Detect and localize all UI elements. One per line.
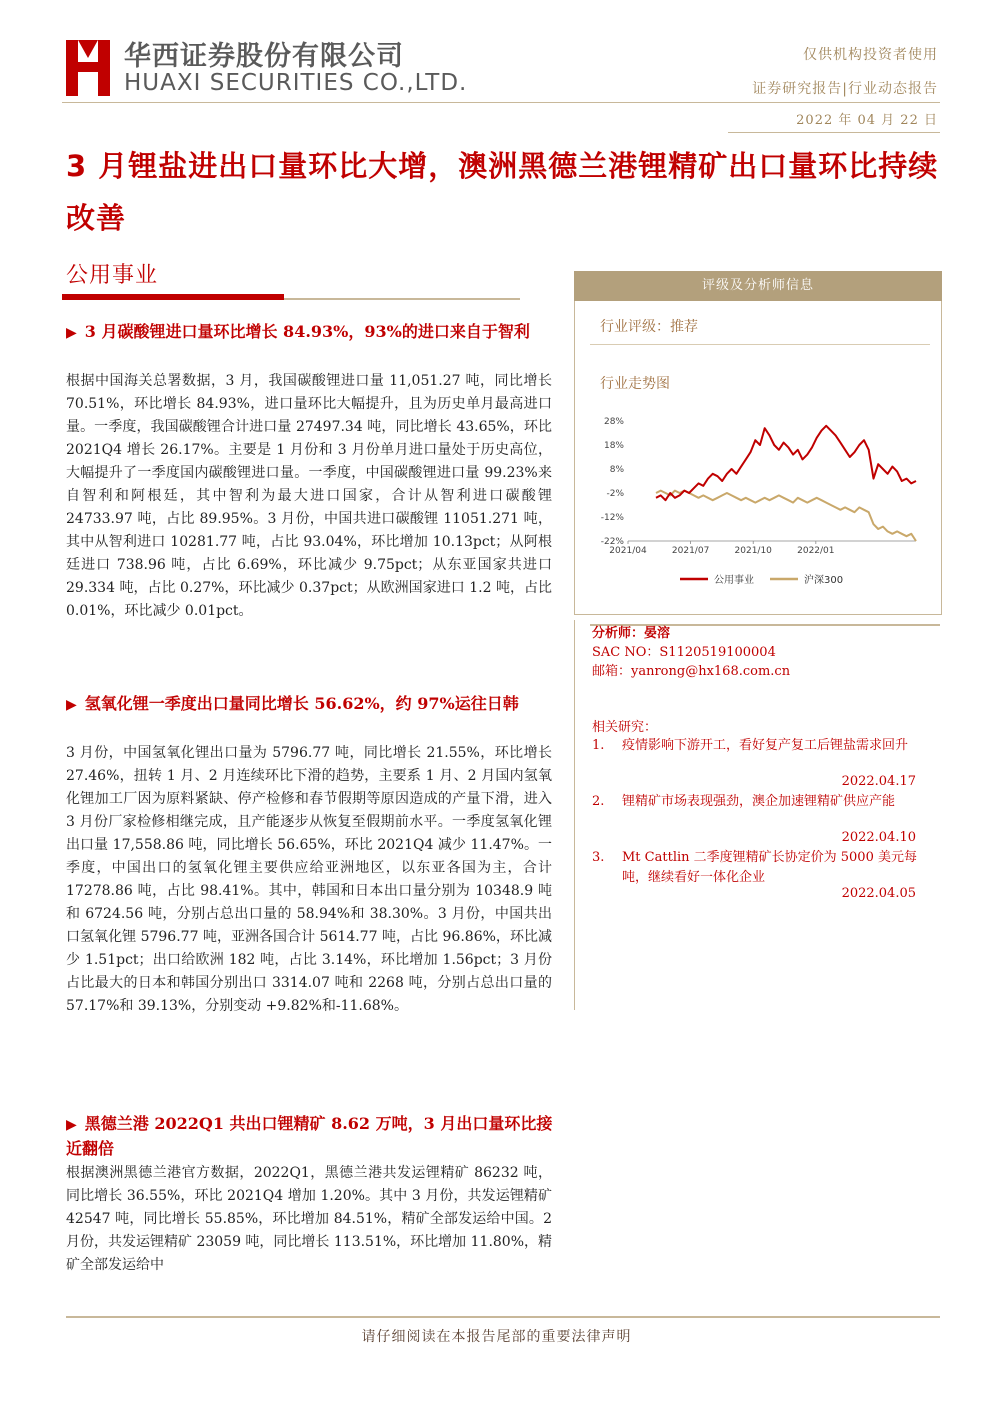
x-axis-ticks — [609, 541, 834, 556]
section-heading-text: 3 月碳酸锂进口量环比增长 84.93%，93%的进口来自于智利 — [84, 322, 530, 341]
related-item-link[interactable]: 锂精矿市场表现强劲，澳企加速锂精矿供应产能 — [622, 794, 896, 809]
chart-legend — [680, 573, 843, 586]
y-tick-label: 18% — [603, 441, 624, 451]
rating-panel-header: 评级及分析师信息 — [574, 271, 942, 301]
header-divider — [62, 102, 940, 103]
report-date: 2022 年 04 月 22 日 — [796, 113, 938, 128]
sector-underline-gold — [284, 298, 520, 300]
section-heading-text: 氢氧化锂一季度出口量同比增长 56.62%，约 97%运往日韩 — [84, 694, 519, 713]
report-title: 3 月锂盐进出口量环比大增，澳洲黑德兰港锂精矿出口量环比持续改善 — [66, 149, 939, 235]
related-item-date: 2022.04.17 — [841, 774, 916, 789]
related-item-date: 2022.04.10 — [841, 830, 916, 845]
y-tick-label: -2% — [606, 489, 624, 499]
section-heading-text: 黑德兰港 2022Q1 共出口锂精矿 8.62 万吨，3 月出口量环比接近翻倍 — [66, 1114, 553, 1158]
y-axis-ticks — [601, 417, 625, 547]
company-name-cn: 华西证券股份有限公司 — [124, 41, 404, 72]
rating-divider — [590, 344, 930, 345]
legal-notice: 请仔细阅读在本报告尾部的重要法律声明 — [361, 1329, 632, 1345]
trend-chart-title: 行业走势图 — [600, 376, 670, 392]
audience-note: 仅供机构投资者使用 — [803, 47, 938, 63]
triangle-bullet-icon: ▶ — [66, 1117, 77, 1133]
series-lines — [656, 426, 916, 541]
huaxi-logo-icon — [62, 36, 114, 100]
section-body: 根据中国海关总署数据，3 月，我国碳酸锂进口量 11,051.27 吨，同比增长 70.51%，环比增长 84.93%，进口量环比大幅提升，且为历史单月最高进口量。一季度，我国碳酸锂合计进口量 27497.34 吨，同比增长 43.65%，环比 2021Q4 增长 26.17%。主要是 1 月份和 3 月份单月进口量处于历史高位，大幅提升了一季度国内碳酸锂进口量。一季度，中国碳酸锂进口量 99.23%来自智利和阿根廷，其中智利为最大进口国家，合计从智利进口碳酸锂 24733.97 吨，占比 89.95%。3 月份，中国共进口碳酸锂 11051.271 吨，其中从智利进口 10281.77 吨，占比 93.04%，环比增加 10.13pct；从阿根廷进口 738.96 吨，占比 6.69%，环比减少 9.75pct；从东亚国家共进口 29.334 吨，占比 0.27%，环比减少 0.37pct；从欧洲国家进口 1.2 吨，占比 0.01%，环比减少 0.01pct。 — [66, 373, 552, 619]
date-divider — [728, 132, 940, 133]
triangle-bullet-icon: ▶ — [66, 697, 77, 713]
related-item-link[interactable]: 疫情影响下游开工，看好复产复工后锂盐需求回升 — [622, 738, 909, 753]
section-body: 根据澳洲黑德兰港官方数据，2022Q1，黑德兰港共发运锂精矿 86232 吨，同比增长 36.55%，环比 2021Q4 增加 1.20%。其中 3 月份，共发运锂精矿 42547 吨，同比增长 55.85%，环比增加 84.51%，精矿全部发运给中国。2 月份，共发运锂精矿 23059 吨，同比增长 113.51%，环比增加 11.80%，精矿全部发运给中 — [66, 1165, 553, 1273]
series-line — [656, 491, 916, 541]
right-column-divider — [574, 620, 575, 1010]
legend-label: 公用事业 — [714, 575, 754, 586]
report-type: 证券研究报告|行业动态报告 — [752, 81, 938, 97]
x-tick-label: 2021/07 — [671, 546, 710, 556]
analyst-email: 邮箱：yanrong@hx168.com.cn — [592, 664, 791, 679]
related-item-number: 3. — [592, 850, 605, 865]
related-item-number: 1. — [592, 738, 605, 753]
analyst-name: 分析师：晏溶 — [592, 626, 671, 641]
y-tick-label: -22% — [600, 537, 624, 547]
sector-label: 公用事业 — [66, 263, 159, 288]
section-heading — [66, 1112, 566, 1161]
related-item-link[interactable]: Mt Cattlin 二季度锂精矿长协定价为 5000 美元每吨，继续看好一体化企业 — [622, 850, 917, 885]
related-item-date: 2022.04.05 — [841, 886, 916, 901]
triangle-bullet-icon: ▶ — [66, 325, 77, 341]
x-tick-label: 2021/04 — [609, 546, 647, 556]
x-tick-label: 2021/10 — [734, 546, 772, 556]
section-heading — [66, 320, 566, 345]
footer-divider — [66, 1316, 940, 1318]
related-item-number: 2. — [592, 794, 605, 809]
sector-underline — [62, 294, 284, 300]
y-tick-label: -12% — [600, 513, 624, 523]
section-heading — [66, 692, 566, 717]
industry-rating: 行业评级：推荐 — [600, 319, 698, 335]
y-tick-label: 8% — [609, 465, 624, 475]
related-research-title: 相关研究： — [592, 720, 658, 735]
x-tick-label: 2022/01 — [797, 546, 835, 556]
series-line — [656, 426, 916, 500]
section-body: 3 月份，中国氢氧化锂出口量为 5796.77 吨，同比增长 21.55%，环比增长 27.46%，扭转 1 月、2 月连续环比下滑的趋势，主要系 1 月、2 月国内氢氧化锂加工厂因为原料紧缺、停产检修和春节假期等原因造成的产量下滑，进入 3 月份厂家检修相继完成，且产能逐步从恢复至假期前水平。一季度氢氧化锂出口量 17,558.86 吨，同比增长 56.65%，环比 2021Q4 减少 11.47%。一季度，中国出口的氢氧化锂主要供应给亚洲地区，以东亚各国为主，合计 17278.86 吨，占比 98.41%。其中，韩国和日本出口量分别为 10348.9 吨和 6724.56 吨，分别占总出口量的 58.94%和 38.30%。3 月份，中国共出口氢氧化锂 5796.77 吨，亚洲各国合计 5614.77 吨，占比 96.86%，环比减少 1.51pct；出口给欧洲 182 吨，占比 3.14%，环比增加 1.56pct；3 月份占比最大的日本和韩国分别出口 3314.07 吨和 2268 吨，分别占总出口量的 57.17%和 39.13%，分别变动 +9.82%和-11.68%。 — [66, 745, 552, 1014]
y-tick-label: 28% — [603, 417, 624, 427]
analyst-sac: SAC NO：S1120519100004 — [592, 645, 776, 660]
industry-trend-chart — [590, 405, 935, 605]
legend-label: 沪深300 — [804, 575, 844, 586]
company-name-en: HUAXI SECURITIES CO.,LTD. — [124, 70, 468, 96]
